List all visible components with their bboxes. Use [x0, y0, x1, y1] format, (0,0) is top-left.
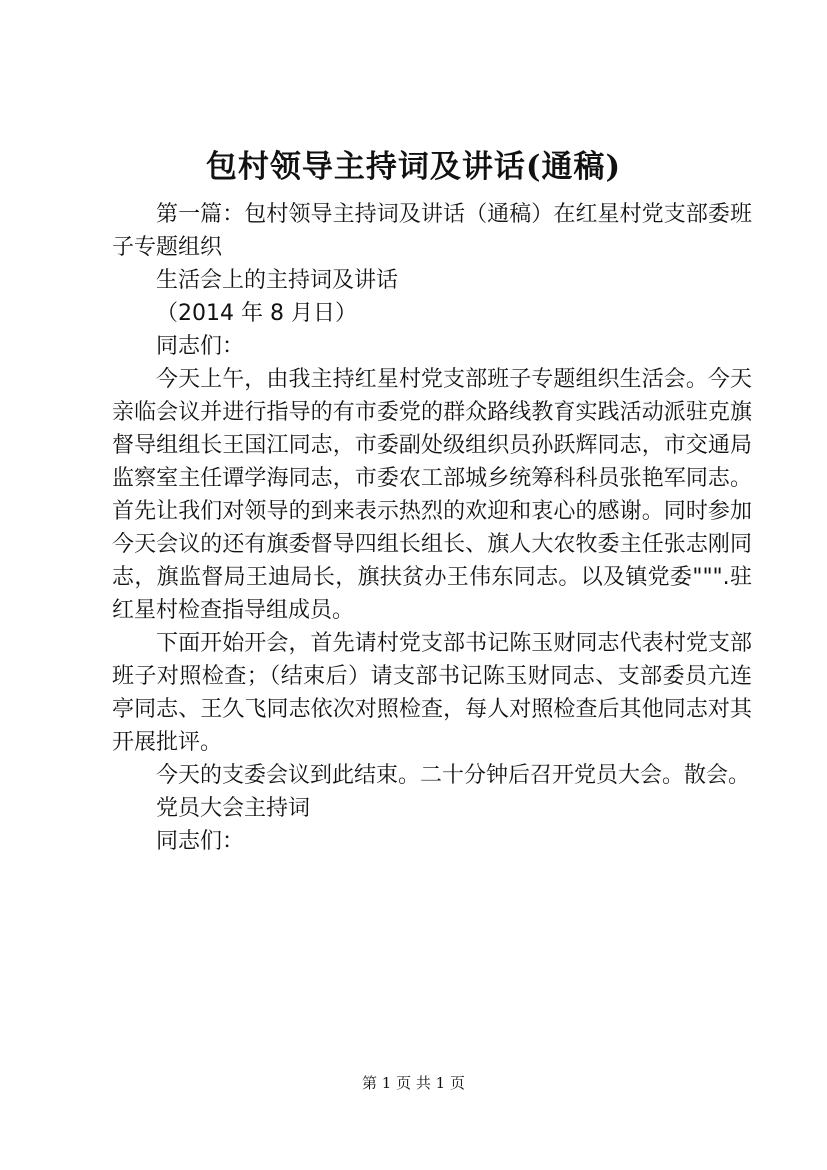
- page-footer: 第 1 页 共 1 页: [362, 1074, 465, 1092]
- paragraph-1: 第一篇：包村领导主持词及讲话（通稿）在红星村党支部委班子专题组织: [112, 202, 752, 260]
- paragraph-8: 党员大会主持词: [156, 796, 311, 821]
- paragraph-5: 今天上午，由我主持红星村党支部班子专题组织生活会。今天亲临会议并进行指导的有市委党的群众路线教育实践活动派驻克旗督导组组长王国江同志，市委副处级组织员孙跃辉同志，市交通局监察室主任谭学海同志，市委农工部城乡统筹科科员张艳军同志。首先让我们对领导的到来表示热烈的欢迎和衷心的感谢。同时参加今天会议的还有旗委督导四组长组长、旗人大农牧委主任张志刚同志，旗监督局王迪局长，旗扶贫办王伟东同志。以及镇党委""".驻红星村检查指导组成员。: [112, 367, 752, 623]
- paragraph-6: 下面开始开会，首先请村党支部书记陈玉财同志代表村党支部班子对照检查；（结束后）请支部书记陈玉财同志、支部委员亢连亭同志、王久飞同志依次对照检查，每人对照检查后其他同志对其开展批评。: [112, 631, 752, 755]
- document-title: 包村领导主持词及讲话(通稿): [205, 149, 622, 185]
- paragraph-9: 同志们：: [156, 829, 245, 854]
- paragraph-3: （2014 年 8 月日）: [156, 301, 357, 326]
- paragraph-4: 同志们：: [156, 334, 245, 359]
- paragraph-7: 今天的支委会议到此结束。二十分钟后召开党员大会。散会。: [156, 763, 751, 788]
- document-body: [112, 198, 752, 858]
- paragraph-2: 生活会上的主持词及讲话: [156, 268, 399, 293]
